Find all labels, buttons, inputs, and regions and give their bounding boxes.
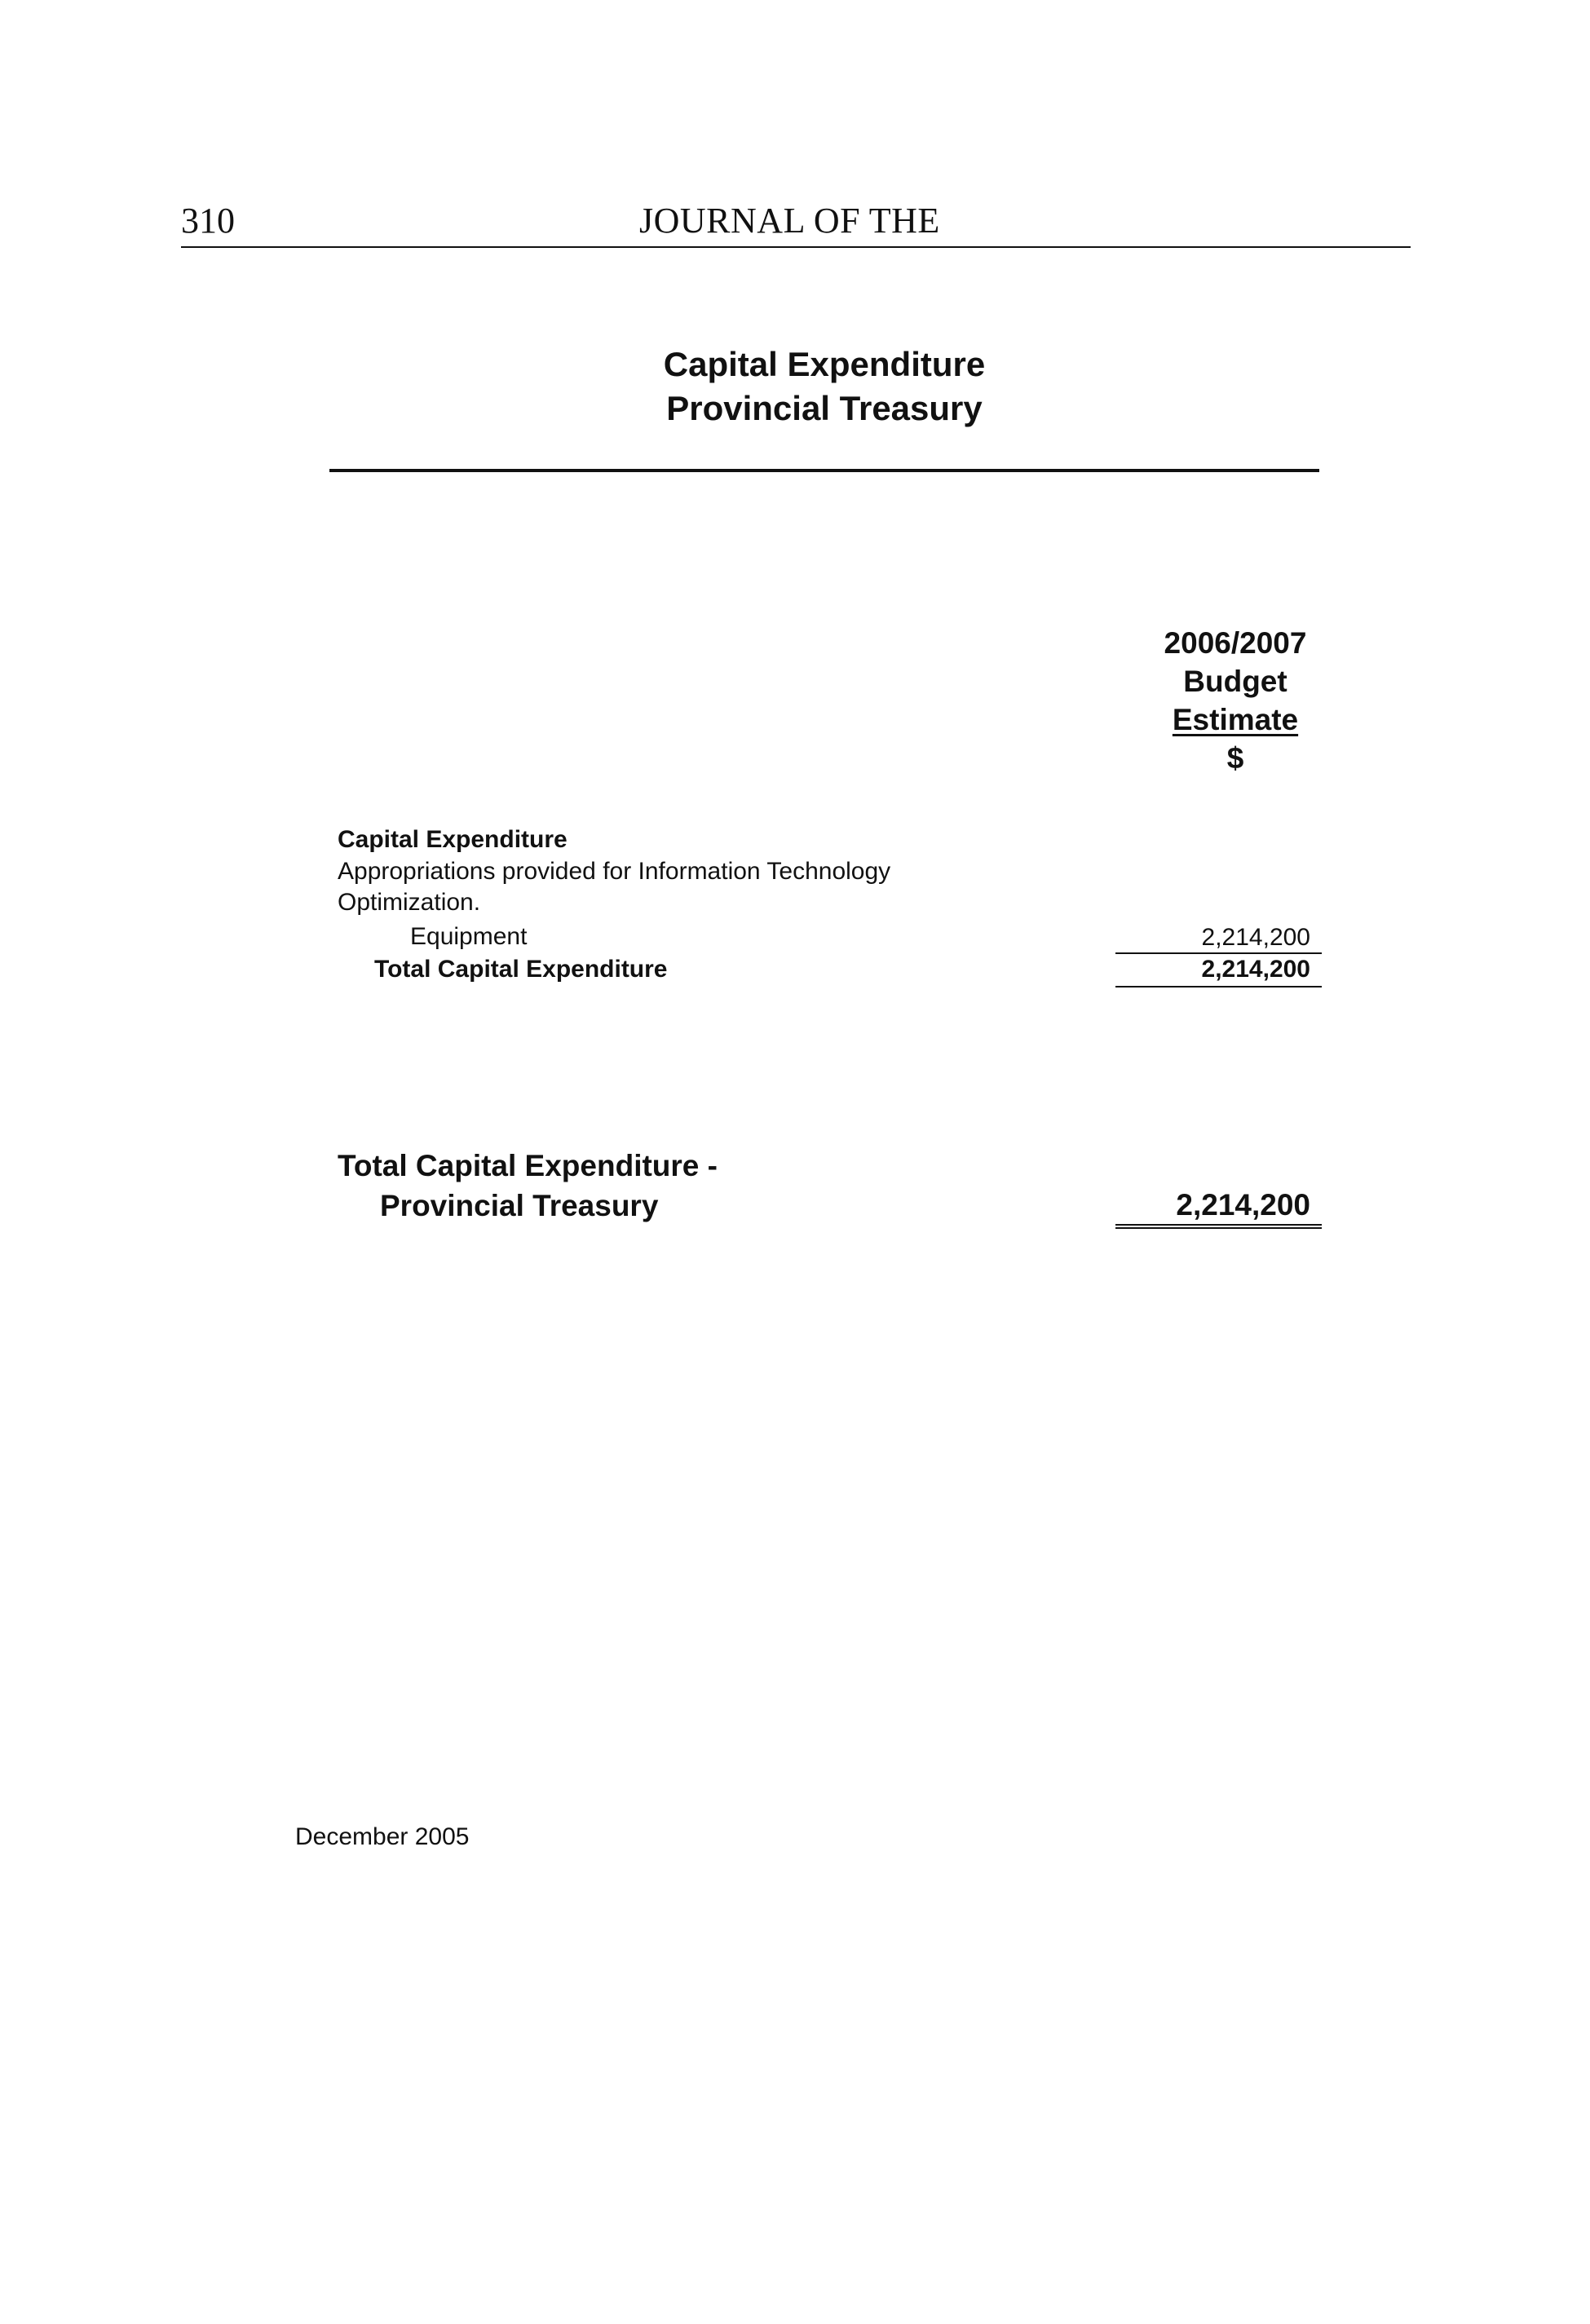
grand-total-amount: [1115, 1186, 1322, 1229]
document-title: [329, 342, 1319, 431]
line-item-amount: [1115, 922, 1322, 954]
column-header-estimate: Estimate: [1172, 703, 1299, 736]
subtotal-amount-value: 2,214,200: [1201, 956, 1310, 983]
line-item-label: Equipment: [410, 923, 528, 950]
section-heading: Capital Expenditure: [338, 826, 568, 853]
column-header-year: 2006/2007: [1164, 626, 1307, 660]
footer-date: December 2005: [295, 1823, 470, 1850]
column-header: [1125, 624, 1345, 777]
journal-title: JOURNAL OF THE: [639, 201, 940, 241]
column-header-currency: $: [1226, 741, 1244, 775]
page-number: 310: [181, 201, 235, 241]
grand-total-amount-value: 2,214,200: [1176, 1188, 1310, 1222]
title-line-1: Capital Expenditure: [663, 345, 986, 383]
section-description: Appropriations provided for Information Technology Optimization.: [338, 858, 891, 916]
subtotal-label: Total Capital Expenditure: [374, 956, 668, 983]
title-line-2: Provincial Treasury: [666, 389, 983, 427]
grand-total-label-line-1: Total Capital Expenditure -: [338, 1149, 718, 1182]
column-header-budget: Budget: [1183, 665, 1287, 698]
running-header: [181, 199, 1411, 248]
title-divider: [329, 469, 1319, 472]
subtotal-amount: [1115, 954, 1322, 987]
grand-total-label-line-2: Provincial Treasury: [380, 1189, 659, 1222]
line-item-amount-value: 2,214,200: [1201, 924, 1310, 951]
